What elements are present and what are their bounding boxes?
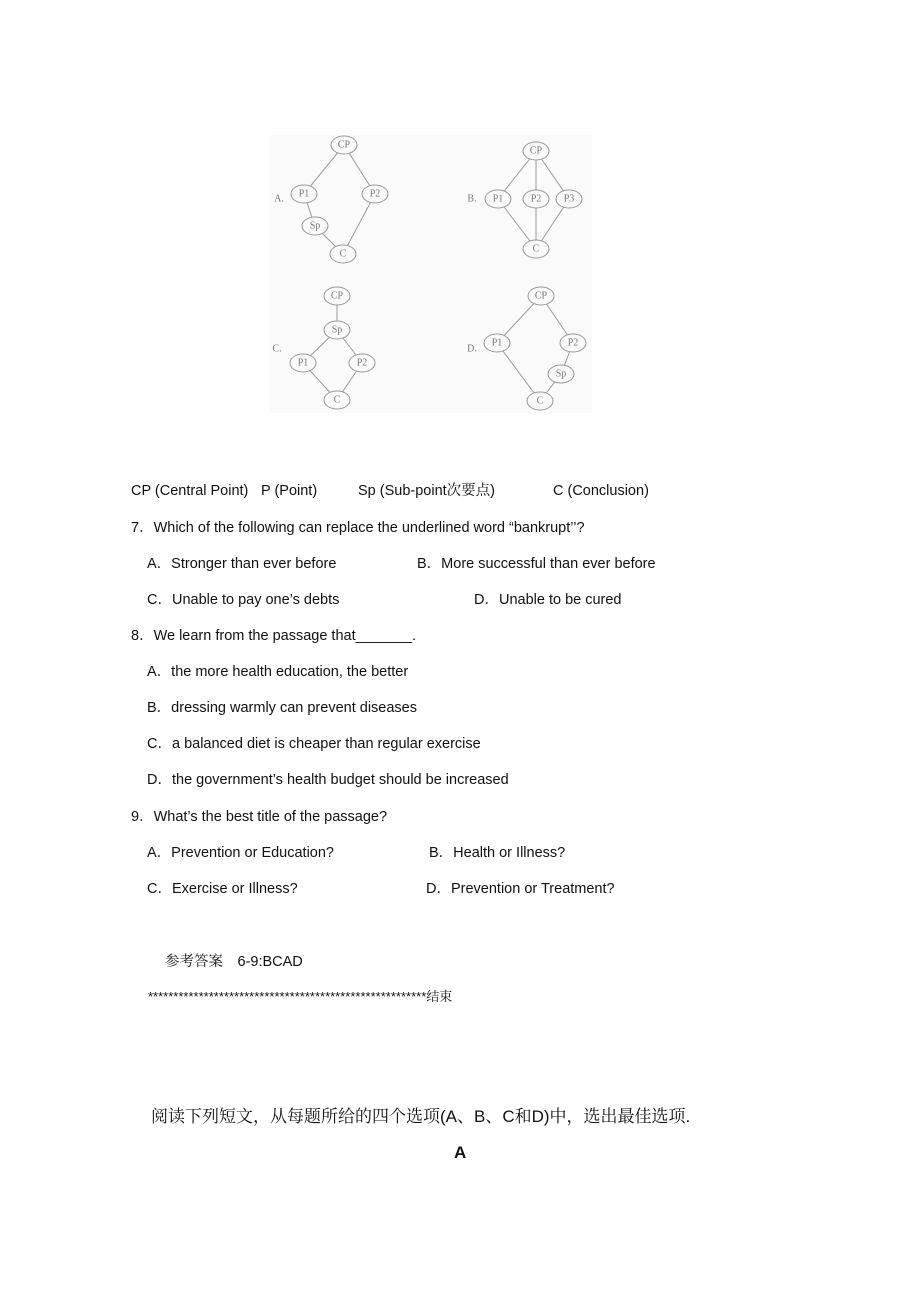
instruction: 阅读下列短文，从每题所给的四个选项(A、B、C和D)中，选出最佳选项. xyxy=(151,1107,691,1126)
diagram-label: C. xyxy=(272,343,282,355)
node: Sp xyxy=(309,220,321,232)
node: C xyxy=(536,395,544,407)
option: D．the government’s health budget should be increased xyxy=(147,772,509,788)
structure-diagram xyxy=(0,0,920,430)
node: P2 xyxy=(369,188,381,200)
option: C．Exercise or Illness? xyxy=(147,881,298,897)
node: P2 xyxy=(567,337,579,349)
option: D．Prevention or Treatment? xyxy=(426,881,615,897)
node: P1 xyxy=(297,357,309,369)
diagram-label: D. xyxy=(467,343,477,355)
node: P2 xyxy=(530,193,542,205)
option: A．Stronger than ever before xyxy=(147,556,337,572)
question-9: 9．What’s the best title of the passage? xyxy=(131,809,388,825)
node: P1 xyxy=(492,193,504,205)
legend-c: C (Conclusion) xyxy=(553,483,649,499)
node: C xyxy=(333,394,341,406)
question-7: 7．Which of the following can replace the underlined word “bankrupt’’? xyxy=(131,520,585,536)
node: P1 xyxy=(298,188,310,200)
node: Sp xyxy=(555,368,567,380)
option: B．dressing warmly can prevent diseases xyxy=(147,700,417,716)
node: P3 xyxy=(563,193,575,205)
legend-sp: Sp (Sub-point次要点) xyxy=(358,483,495,499)
option: A．Prevention or Education? xyxy=(147,845,334,861)
diagram-label: B. xyxy=(467,193,477,205)
legend-cp: CP (Central Point) xyxy=(131,483,249,499)
end-line: *******************************************************结束 xyxy=(148,989,453,1004)
node: CP xyxy=(330,290,344,302)
option: A．the more health education, the better xyxy=(147,664,409,680)
node: C xyxy=(339,248,347,260)
question-8: 8．We learn from the passage that_______. xyxy=(131,628,417,644)
diagram-label: A. xyxy=(274,193,284,205)
node: CP xyxy=(534,290,548,302)
option: C．a balanced diet is cheaper than regular exercise xyxy=(147,736,481,752)
option: B．More successful than ever before xyxy=(417,556,656,572)
section-heading: A xyxy=(454,1143,467,1162)
node: CP xyxy=(337,139,351,151)
node: Sp xyxy=(331,324,343,336)
node: CP xyxy=(529,145,543,157)
option: B．Health or Illness? xyxy=(429,845,566,861)
answer-key: 参考答案 6-9:BCAD xyxy=(165,954,303,970)
node: P2 xyxy=(356,357,368,369)
legend-p: P (Point) xyxy=(261,483,318,499)
node: C xyxy=(532,243,540,255)
option: C．Unable to pay one’s debts xyxy=(147,592,340,608)
option: D．Unable to be cured xyxy=(474,592,622,608)
node: P1 xyxy=(491,337,503,349)
